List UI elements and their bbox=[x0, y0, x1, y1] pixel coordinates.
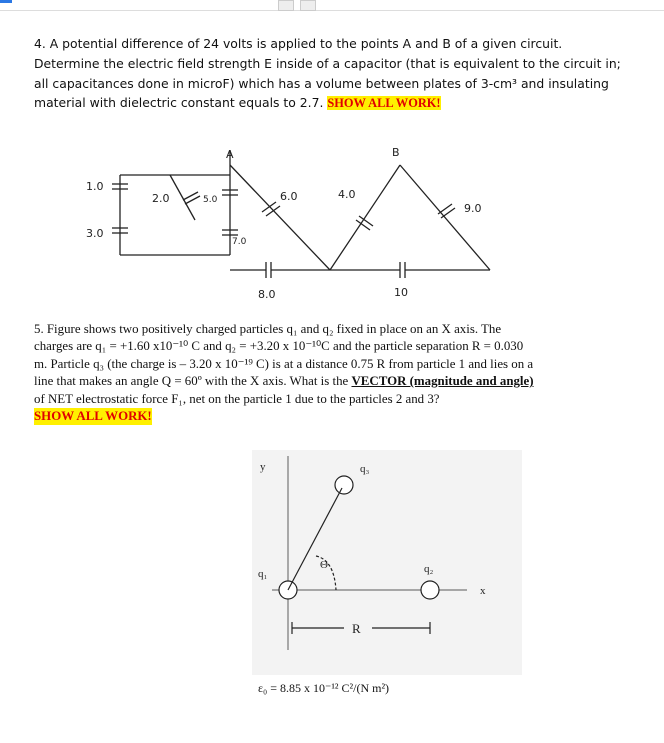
q5-line-2: charges are q₁ = +1.60 x10⁻¹⁰ C and q₂ = +3.20 x 10⁻¹⁰C and the particle separation R = 0.030 bbox=[34, 339, 524, 354]
label-q3: q₃ bbox=[360, 463, 370, 475]
label-theta: Θ bbox=[320, 559, 328, 571]
cap-label-5: 7.0 bbox=[232, 237, 247, 247]
q4-show-work: SHOW ALL WORK! bbox=[327, 96, 441, 111]
label-q2: q₂ bbox=[424, 563, 434, 575]
q4-line-1: 4. A potential difference of 24 volts is applied to the points A and B of a given circuit. bbox=[34, 36, 563, 51]
cap-label-7: 4.0 bbox=[338, 188, 356, 201]
permittivity-constant: ε₀ = 8.85 x 10⁻¹² C²/(N m²) bbox=[258, 681, 390, 695]
charges-figure bbox=[252, 450, 522, 675]
circuit-diagram bbox=[80, 140, 510, 310]
q5-line-5: of NET electrostatic force F₁, net on the particle 1 due to the particles 2 and 3? bbox=[34, 391, 440, 406]
q5-show-work: SHOW ALL WORK! bbox=[34, 408, 152, 425]
question-4 bbox=[34, 34, 634, 114]
q4-line-4-text: material with dielectric constant equals to 2.7. bbox=[34, 95, 324, 111]
particle-q3 bbox=[335, 476, 353, 494]
cap-label-8: 8.0 bbox=[258, 288, 276, 301]
top-toolbar bbox=[0, 0, 664, 11]
particle-q2 bbox=[421, 581, 439, 599]
cap-label-10: 9.0 bbox=[464, 202, 482, 215]
cap-label-6: 6.0 bbox=[280, 190, 298, 203]
q4-line-2: Determine the electric field strength E inside of a capacitor (that is equivalent to the circuit in; bbox=[34, 55, 621, 71]
circuit-point-b: B bbox=[392, 146, 400, 159]
label-q1: q₁ bbox=[258, 568, 268, 580]
cap-label-3: 2.0 bbox=[152, 192, 170, 205]
axis-x-label: x bbox=[480, 585, 486, 597]
q5-line-4-text: line that makes an angle Q = 60º with the X axis. What is the bbox=[34, 374, 349, 389]
toolbar-button-2[interactable] bbox=[300, 0, 316, 11]
q5-line-3: m. Particle q₃ (the charge is – 3.20 x 10⁻¹⁹ C) is at a distance 0.75 R from particle 1 and lies on a bbox=[34, 356, 534, 371]
q5-vector-phrase: VECTOR (magnitude and angle) bbox=[351, 374, 534, 389]
q5-line-4 bbox=[34, 373, 638, 390]
toolbar-button-1[interactable] bbox=[278, 0, 294, 11]
q4-line-3: all capacitances done in microF) which has a volume between plates of 3-cm³ and insulating bbox=[34, 75, 609, 91]
toolbar-accent bbox=[0, 0, 12, 3]
question-5 bbox=[34, 321, 638, 425]
cap-label-2: 3.0 bbox=[86, 227, 104, 240]
circuit-point-a: A bbox=[226, 148, 234, 161]
cap-label-9: 10 bbox=[394, 286, 408, 299]
q5-line-1: 5. Figure shows two positively charged particles q₁ and q₂ fixed in place on an X axis. The bbox=[34, 322, 502, 336]
cap-label-4: 5.0 bbox=[203, 195, 218, 205]
cap-label-1: 1.0 bbox=[86, 180, 104, 193]
q4-line-4 bbox=[34, 93, 634, 114]
label-r: R bbox=[352, 621, 361, 636]
axis-y-label: y bbox=[260, 461, 266, 473]
